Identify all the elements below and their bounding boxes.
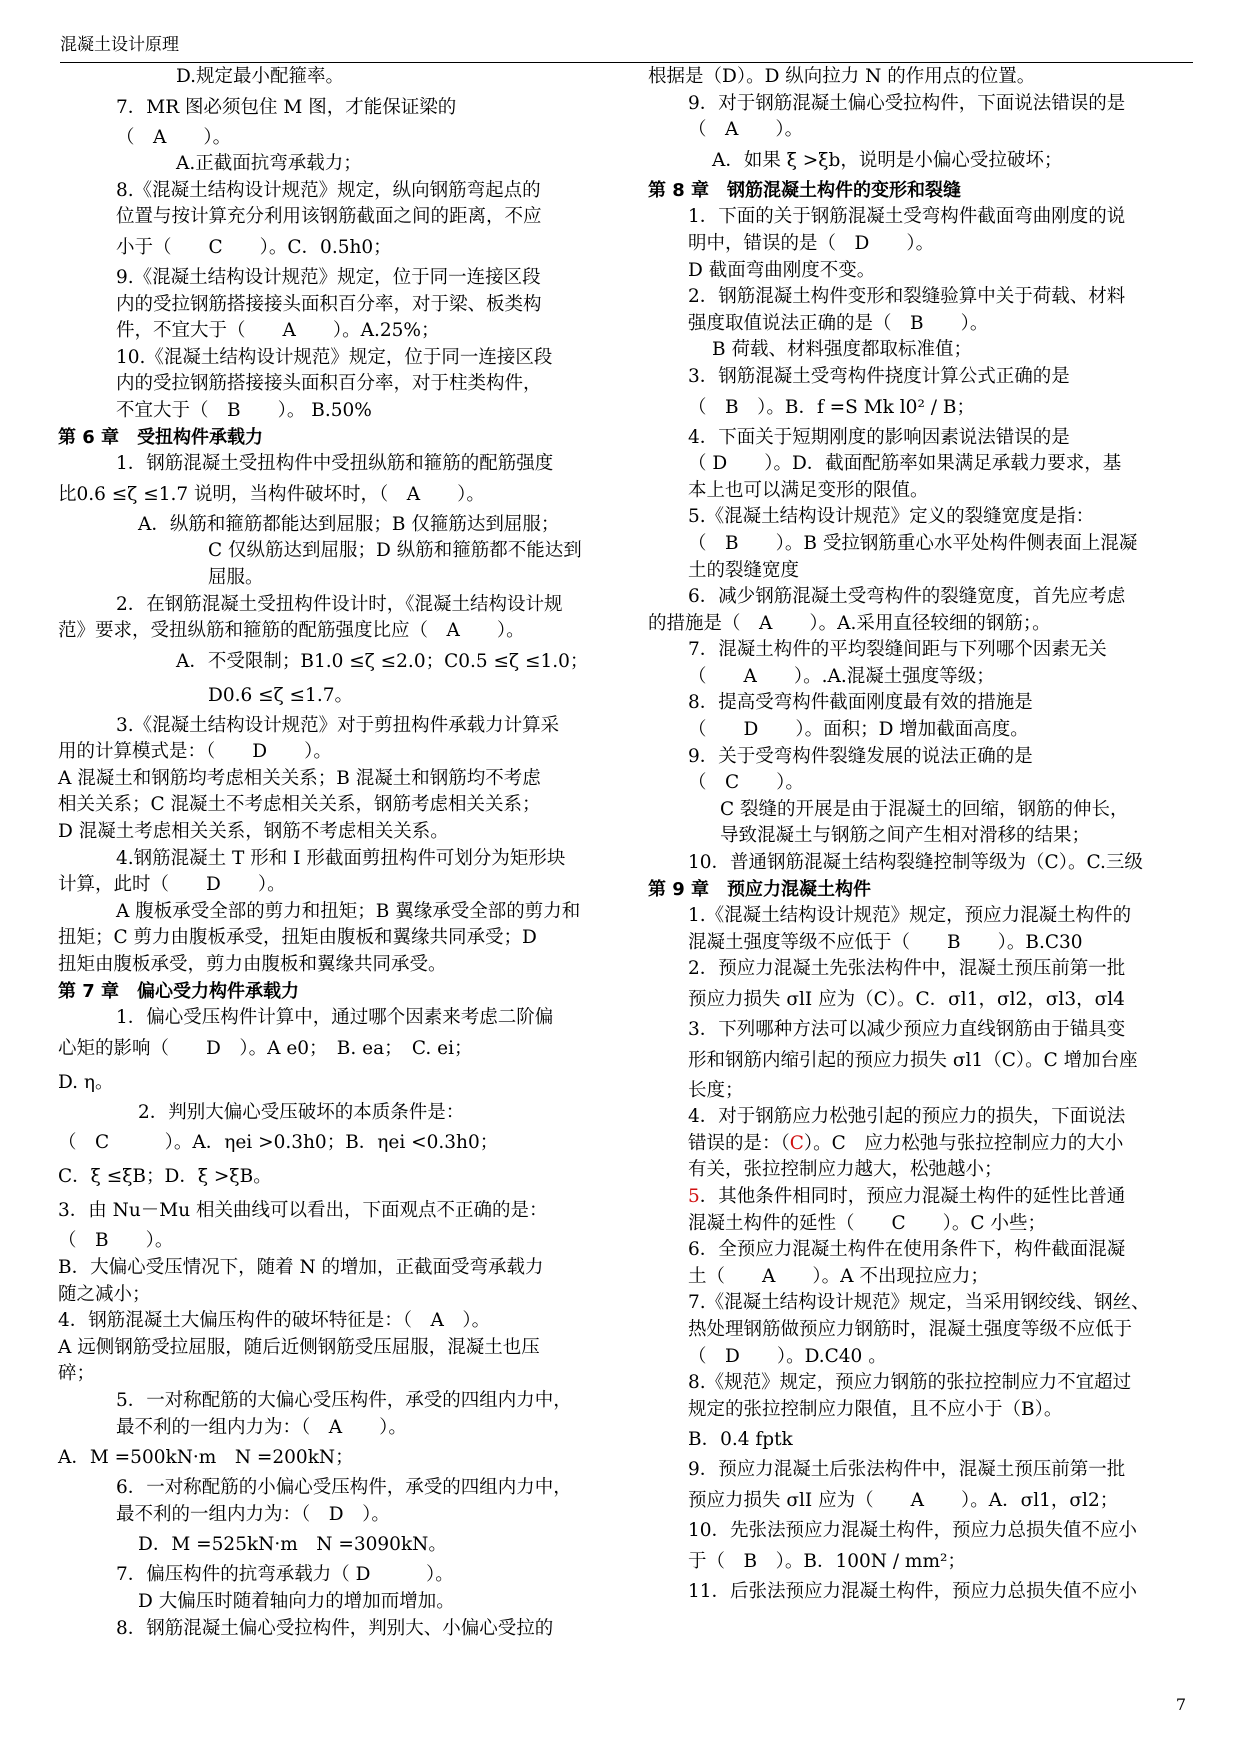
- text-line: 4．下面关于短期刚度的影响因素说法错误的是: [688, 426, 1070, 448]
- chapter-heading: 第 7 章 偏心受力构件承载力: [58, 980, 300, 1002]
- answer-mark: C: [789, 1132, 804, 1154]
- text-line: 计算，此时（ D ）。: [58, 874, 286, 896]
- text-line: 有关，张拉控制应力越大，松弛越小；: [688, 1159, 1003, 1181]
- text-line: 2．预应力混凝土先张法构件中，混凝土预压前第一批: [688, 958, 1126, 980]
- text-line: （ A ）。.A.混凝土强度等级；: [688, 665, 995, 687]
- left-column: [58, 64, 603, 1642]
- text-line: A．纵筋和箍筋都能达到屈服；B 仅箍筋达到屈服；: [138, 513, 560, 535]
- text-line: 预应力损失 σlI 应为（C）。C．σl1，σl2，σl3，σl4: [688, 989, 1125, 1010]
- text-line: （ C ）。A．ηei >0.3h0；B．ηei <0.3h0；: [58, 1132, 499, 1154]
- text-line: 8．提高受弯构件截面刚度最有效的措施是: [688, 692, 1033, 714]
- text-line: 9.《混凝土结构设计规范》规定，位于同一连接区段: [116, 266, 541, 288]
- text-line: （ D ）。面积；D 增加截面高度。: [688, 719, 1029, 741]
- chapter-heading: 第 6 章 受扭构件承载力: [58, 426, 264, 448]
- text-line: 长度；: [688, 1079, 744, 1101]
- text-line: 2．在钢筋混凝土受扭构件设计时，《混凝土结构设计规: [116, 593, 563, 615]
- text-line: 1.《混凝土结构设计规范》规定，预应力混凝土构件的: [688, 905, 1132, 927]
- text-line: 根据是（D）。D 纵向拉力 N 的作用点的位置。: [648, 66, 1036, 87]
- text-line: A 腹板承受全部的剪力和扭矩；B 翼缘承受全部的剪力和: [116, 900, 581, 922]
- text-line: C 仅纵筋达到屈服；D 纵筋和箍筋都不能达到: [208, 540, 582, 562]
- text-line: 位置与按计算充分利用该钢筋截面之间的距离，不应: [116, 206, 542, 228]
- text-line: 4.钢筋混凝土 T 形和 I 形截面剪扭构件可划分为矩形块: [116, 847, 566, 869]
- text-line: B．0.4 fptk: [688, 1429, 793, 1451]
- text-line: 6．减少钢筋混凝土受弯构件的裂缝宽度，首先应考虑: [688, 586, 1126, 608]
- text-line: 土的裂缝宽度: [688, 559, 800, 581]
- text-line: 10．先张法预应力混凝土构件，预应力总损失值不应小: [688, 1519, 1138, 1541]
- text-line: （ D ）。D.C40 。: [688, 1345, 887, 1367]
- text-line: 扭矩由腹板承受，剪力由腹板和翼缘共同承受。: [58, 954, 447, 976]
- text-line: 土（ A ）。A 不出现拉应力；: [688, 1265, 989, 1287]
- text-line: A 混凝土和钢筋均考虑相关关系；B 混凝土和钢筋均不考虑: [58, 767, 541, 789]
- chapter-heading: 第 8 章 钢筋混凝土构件的变形和裂缝: [648, 179, 962, 201]
- text-line: A 远侧钢筋受拉屈服，随后近侧钢筋受压屈服，混凝土也压: [58, 1336, 540, 1358]
- text-line: 强度取值说法正确的是（ B ）。: [688, 312, 989, 334]
- text-line: 比0.6 ≤ζ ≤1.7 说明，当构件破坏时，（ A ）。: [58, 483, 485, 505]
- text-line: 件，不宜大于（ A ）。A.25%；: [116, 320, 440, 342]
- text-line: D. η。: [58, 1071, 114, 1093]
- text-line: 本上也可以满足变形的限值。: [688, 479, 929, 501]
- text-line: 6．全预应力混凝土构件在使用条件下，构件截面混凝: [688, 1239, 1126, 1261]
- text-line: （ B ）。B．f =S Mk l0² / B；: [688, 396, 975, 418]
- text-line: 的措施是（ A ）。A.采用直径较细的钢筋；。: [648, 612, 1051, 634]
- text-line: （ A ）。: [688, 119, 804, 141]
- text-line: 6．一对称配筋的小偏心受压构件，承受的四组内力中，: [116, 1477, 572, 1499]
- text-line: C 裂缝的开展是由于混凝土的回缩，钢筋的伸长，: [720, 798, 1129, 820]
- text-line: 7.《混凝土结构设计规范》规定，当采用钢绞线、钢丝、: [688, 1292, 1150, 1314]
- text-line: 扭矩；C 剪力由腹板承受，扭矩由腹板和翼缘共同承受；D: [58, 927, 537, 949]
- text-line: 3．由 Nu－Mu 相关曲线可以看出，下面观点不正确的是：: [58, 1200, 548, 1222]
- text-line: 7．偏压构件的抗弯承载力（ D ）。: [116, 1564, 454, 1586]
- text-line: 屈服。: [208, 566, 264, 588]
- text-line: A．M =500kN·m N =200kN；: [58, 1447, 354, 1469]
- text-line: 预应力损失 σlI 应为（ A ）。A．σl1，σl2；: [688, 1489, 1119, 1511]
- text-line: 3．下列哪种方法可以减少预应力直线钢筋由于锚具变: [688, 1019, 1126, 1040]
- text-line: 1．下面的关于钢筋混凝土受弯构件截面弯曲刚度的说: [688, 206, 1126, 228]
- text-line: 随之减小；: [58, 1283, 151, 1305]
- text-line: C．ξ ≤ξB；D．ξ >ξB。: [58, 1166, 272, 1188]
- text-line: 5．一对称配筋的大偏心受压构件，承受的四组内力中，: [116, 1389, 572, 1411]
- text-line: 2．判别大偏心受压破坏的本质条件是：: [138, 1101, 465, 1123]
- text-line: 导致混凝土与钢筋之间产生相对滑移的结果；: [720, 825, 1091, 847]
- text-line: 范》要求，受扭纵筋和箍筋的配筋强度比应（ A ）。: [58, 620, 525, 642]
- text-line: 内的受拉钢筋搭接接头面积百分率，对于梁、板类构: [116, 293, 542, 315]
- text-line: 不宜大于（ B ）。 B.50%: [116, 399, 372, 421]
- text-line: 热处理钢筋做预应力钢筋时，混凝土强度等级不应低于: [688, 1318, 1133, 1340]
- text-line: D．M =525kN·m N =3090kN。: [138, 1534, 447, 1556]
- text-line: B．大偏心受压情况下，随着 N 的增加，正截面受弯承载力: [58, 1257, 544, 1278]
- text-line: 3．钢筋混凝土受弯构件挠度计算公式正确的是: [688, 365, 1070, 387]
- text-line: 7．混凝土构件的平均裂缝间距与下列哪个因素无关: [688, 639, 1107, 661]
- text-line: A．不受限制；B1.0 ≤ζ ≤2.0；C0.5 ≤ζ ≤1.0；: [176, 650, 589, 672]
- text-line: 5.《混凝土结构设计规范》定义的裂缝宽度是指：: [688, 506, 1095, 528]
- text-line: （ A ）。: [116, 126, 232, 148]
- text-line: 于（ B ）。B．100N / mm²；: [688, 1550, 966, 1572]
- text-line: A.正截面抗弯承载力；: [176, 153, 362, 175]
- text-line: 10.《混凝土结构设计规范》规定，位于同一连接区段: [116, 346, 553, 368]
- text-line: A．如果 ξ >ξb，说明是小偏心受拉破坏；: [712, 149, 1063, 171]
- text-line: （ B ）。B 受拉钢筋重心水平处构件侧表面上混凝: [688, 532, 1138, 554]
- text-line: 小于（ C ）。C．0.5h0；: [116, 236, 392, 258]
- text-line: 规定的张拉控制应力限值，且不应小于（B）。: [688, 1398, 1063, 1420]
- text-line: D 混凝土考虑相关关系，钢筋不考虑相关关系。: [58, 821, 449, 843]
- text-line: D0.6 ≤ζ ≤1.7。: [208, 684, 353, 706]
- text-line: 3.《混凝土结构设计规范》对于剪扭构件承载力计算采: [116, 714, 560, 736]
- text-line: （ D ）。D．截面配筋率如果满足承载力要求，基: [688, 453, 1122, 475]
- text-line: 碎；: [58, 1363, 96, 1385]
- right-column: [648, 64, 1196, 1605]
- text-line: 混凝土构件的延性（ C ）。C 小些；: [688, 1212, 1046, 1234]
- text-line: 9．预应力混凝土后张法构件中，混凝土预压前第一批: [688, 1459, 1126, 1481]
- text-line: 9．关于受弯构件裂缝发展的说法正确的是: [688, 745, 1033, 767]
- text-line: B 荷载、材料强度都取标准值；: [712, 339, 972, 361]
- text-line: 9．对于钢筋混凝土偏心受拉构件，下面说法错误的是: [688, 92, 1126, 114]
- header-rule: [60, 62, 1193, 63]
- text-line: 相关关系；C 混凝土不考虑相关关系，钢筋考虑相关关系；: [58, 794, 541, 816]
- text-line: 内的受拉钢筋搭接接头面积百分率，对于柱类构件，: [116, 373, 542, 395]
- text-line: 8.《规范》规定，预应力钢筋的张拉控制应力不宜超过: [688, 1372, 1132, 1394]
- text-line: 1．钢筋混凝土受扭构件中受扭纵筋和箍筋的配筋强度: [116, 453, 554, 475]
- text-line: D 截面弯曲刚度不变。: [688, 259, 876, 281]
- text-line: 5．其他条件相同时，预应力混凝土构件的延性比普通: [688, 1185, 1126, 1207]
- text-line: 明中，错误的是（ D ）。: [688, 232, 935, 254]
- page-number: 7: [1175, 1695, 1186, 1714]
- text-line: 最不利的一组内力为：（ D ）。: [116, 1503, 390, 1525]
- question-number: 5: [688, 1185, 700, 1207]
- text-line: 10．普通钢筋混凝土结构裂缝控制等级为（C）。C.三级: [688, 852, 1143, 874]
- text-line: 8.《混凝土结构设计规范》规定，纵向钢筋弯起点的: [116, 179, 541, 201]
- text-line: 4．对于钢筋应力松弛引起的预应力的损失，下面说法: [688, 1106, 1126, 1128]
- text-line: 2．钢筋混凝土构件变形和裂缝验算中关于荷载、材料: [688, 286, 1126, 308]
- chapter-heading: 第 9 章 预应力混凝土构件: [648, 878, 872, 900]
- text-line: （ C ）。: [688, 772, 804, 794]
- text-line: D 大偏压时随着轴向力的增加而增加。: [138, 1590, 455, 1612]
- text-line: 1．偏心受压构件计算中，通过哪个因素来考虑二阶偏: [116, 1007, 554, 1029]
- text-line: 用的计算模式是：（ D ）。: [58, 741, 332, 763]
- text-line: 形和钢筋内缩引起的预应力损失 σl1（C）。C 增加台座: [688, 1049, 1138, 1071]
- text-line: 最不利的一组内力为：（ A ）。: [116, 1416, 407, 1438]
- text-line: 错误的是：（C）。C 应力松弛与张拉控制应力的大小: [688, 1132, 1124, 1154]
- page-header: 混凝土设计原理: [60, 35, 179, 55]
- text-line: 11．后张法预应力混凝土构件，预应力总损失值不应小: [688, 1580, 1138, 1602]
- text-line: （ B ）。: [58, 1230, 174, 1252]
- text-line: 7．MR 图必须包住 M 图，才能保证梁的: [116, 96, 457, 118]
- text-line: 心矩的影响（ D ）。A e0； B. ea； C. ei；: [58, 1037, 473, 1059]
- text-line: 混凝土强度等级不应低于（ B ）。B.C30: [688, 931, 1083, 953]
- text-line: 4．钢筋混凝土大偏压构件的破坏特征是：（ A ）。: [58, 1310, 491, 1332]
- text-line: D.规定最小配箍率。: [176, 66, 345, 87]
- text-line: 8．钢筋混凝土偏心受拉构件，判别大、小偏心受拉的: [116, 1617, 554, 1639]
